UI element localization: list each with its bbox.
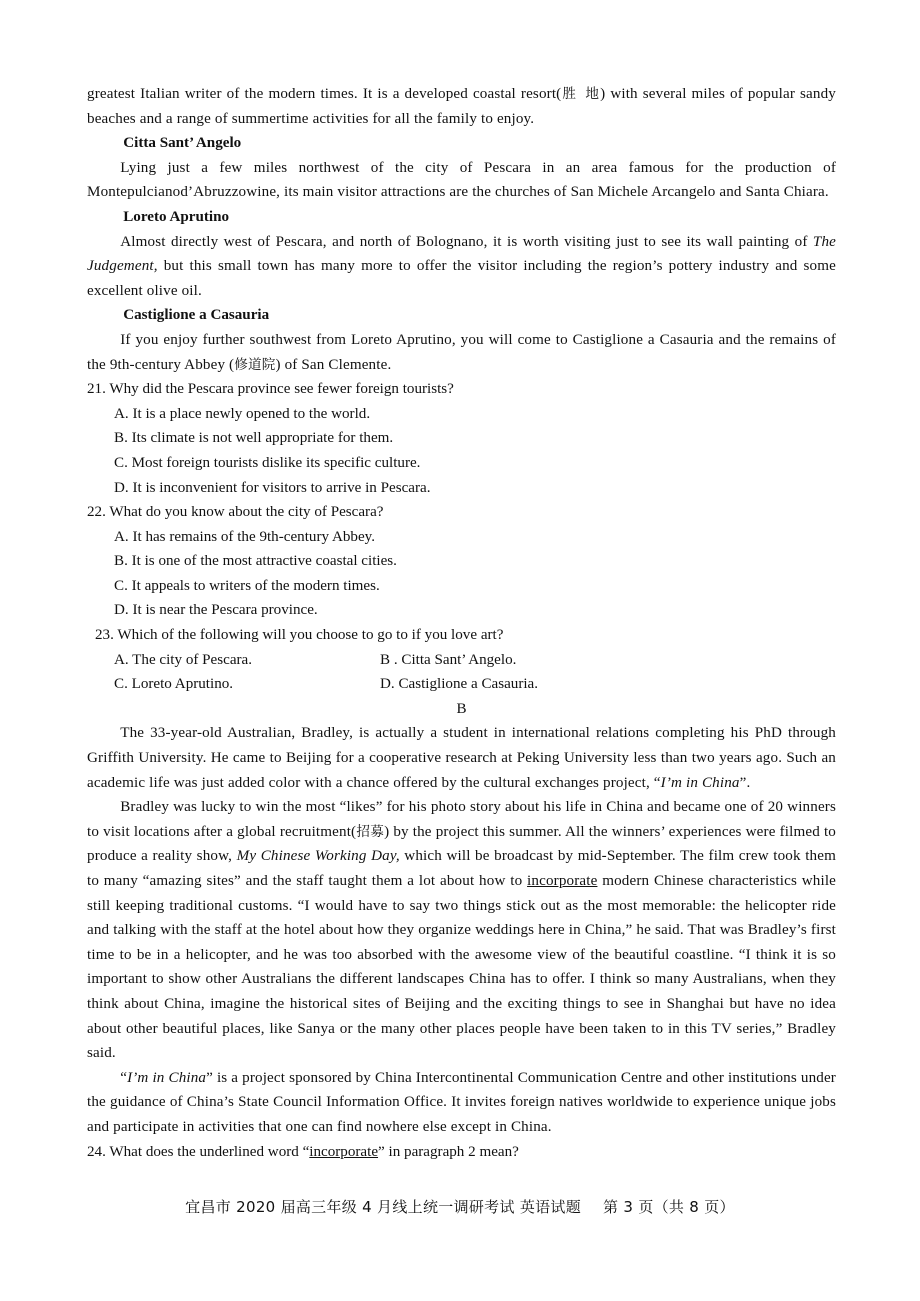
question-22-option-b[interactable]: B. It is one of the most attractive coastal cities. bbox=[114, 553, 397, 570]
question-23-option-a[interactable]: A. The city of Pescara. bbox=[114, 651, 253, 668]
cjk-zhaomu: 招募 bbox=[356, 823, 385, 840]
question-24-stem bbox=[87, 1140, 836, 1165]
passage-a-text-part2: ) with several miles of popular sandy beaches and a range of summertime activities for all the family to enjoy. bbox=[87, 86, 836, 127]
question-24-part2: ” in paragraph 2 mean? bbox=[378, 1143, 519, 1160]
subheading-citta-sant-angelo: Citta Sant’ Angelo bbox=[123, 135, 242, 152]
title-the-judgement: The Judgement, bbox=[87, 233, 836, 275]
project-title-im-in-china-1: I’m in China bbox=[660, 774, 740, 791]
passage-b-p2-part1: Bradley was lucky to win the most “likes” for his photo story about his life in China and became one of 20 winners to visit locations after a global recruitment( bbox=[87, 799, 836, 840]
question-21-option-c[interactable]: C. Most foreign tourists dislike its specific culture. bbox=[114, 454, 421, 471]
question-23-option-c[interactable]: C. Loreto Aprutino. bbox=[114, 676, 234, 693]
paragraph-citta-sant-angelo: Lying just a few miles northwest of the city of Pescara in an area famous for the production of Montepulcianod’Abruzzowine, its main visitor attractions are the churches of San Michele Arcangelo and Santa Chiara. bbox=[87, 159, 836, 201]
passage-b-p2-part4: modern Chinese characteristics while still keeping traditional customs. “I would have to say two things stick out as the most memorable: the helicopter ride and talking with the staff at the hotel about how they organize weddings here in China,” he said. That was Bradley’s first time to be in a helicopter, and he was too absorbed with the awesome view of the beautiful coastline. “I think it is so important to show other Australians the different landscapes China has to offer. I think so many Australians, when they think about China, imagine the historical sites of Beijing and the exciting things to see in Shanghai but have no idea about other beautiful places, like Sanya or the many other places people have been taken to in this TV series,” Bradley said. bbox=[87, 873, 837, 1062]
passage-b-p2-part2: ) by the project this summer. All the winners’ experiences were filmed to produce a reality show, bbox=[87, 823, 836, 865]
loreto-text-part2: but this small town has many more to offer the visitor including the region’s pottery industry and some excellent olive oil. bbox=[87, 258, 836, 299]
passage-b-paragraph-1 bbox=[87, 721, 836, 795]
cjk-xiudaoyuan: 修道院 bbox=[234, 356, 276, 373]
question-22-option-d[interactable]: D. It is near the Pescara province. bbox=[114, 602, 318, 619]
passage-a-continued-paragraph bbox=[87, 82, 836, 131]
question-24-part1: 24. What does the underlined word “ bbox=[87, 1143, 310, 1160]
question-23-option-row-1 bbox=[87, 648, 836, 673]
question-23-option-d[interactable]: D. Castiglione a Casauria. bbox=[380, 676, 539, 693]
question-23-option-b[interactable]: B . Citta Sant’ Angelo. bbox=[380, 651, 517, 668]
cjk-shengdi-1: 胜 bbox=[561, 86, 578, 102]
footer-page-number: 第 3 页（共 8 页） bbox=[603, 1198, 735, 1216]
subheading-castiglione-a-casauria: Castiglione a Casauria bbox=[123, 307, 270, 324]
passage-b-p3-part2: ” is a project sponsored by China Intercontinental Communication Centre and other institutions under the guidance of China’s State Council Information Office. It invites foreign natives worldwide to experience unique jobs and participate in activities that one can find nowhere else except in China. bbox=[87, 1069, 836, 1135]
underlined-word-incorporate-body: incorporate bbox=[527, 873, 598, 889]
castiglione-text-part1: If you enjoy further southwest from Loreto Aprutino, you will come to Castiglione a Casauria and the remains of the 9th-century Abbey ( bbox=[87, 331, 836, 373]
passage-a-text-part1: greatest Italian writer of the modern times. It is a developed coastal resort( bbox=[87, 86, 562, 102]
project-title-im-in-china-2: I’m in China bbox=[127, 1069, 207, 1086]
show-title-my-chinese-working-day: My Chinese Working Day, bbox=[236, 848, 400, 865]
question-22-option-a[interactable]: A. It has remains of the 9th-century Abbey. bbox=[114, 528, 375, 545]
passage-b-paragraph-3 bbox=[87, 1066, 836, 1140]
question-22-stem: 22. What do you know about the city of Pescara? bbox=[87, 504, 384, 521]
question-23-option-row-2 bbox=[87, 672, 836, 697]
paragraph-loreto-aprutino bbox=[87, 230, 836, 304]
castiglione-text-part2: ) of San Clemente. bbox=[275, 356, 392, 373]
loreto-text-part1: Almost directly west of Pescara, and north of Bolognano, it is worth visiting just to see its wall painting of bbox=[120, 233, 813, 250]
question-21-option-d[interactable]: D. It is inconvenient for visitors to arrive in Pescara. bbox=[114, 479, 431, 496]
passage-b-p1-part1: The 33-year-old Australian, Bradley, is actually a student in international relations completing his PhD through Griffith University. He came to Beijing for a cooperative research at Peking University less than two years ago. Such an academic life was just added color with a chance offered by the cultural exchanges project, “ bbox=[87, 725, 836, 791]
section-letter-b: B bbox=[456, 700, 467, 717]
cjk-shengdi-2: 地 bbox=[584, 86, 601, 102]
passage-b-p3-part1: “ bbox=[120, 1069, 128, 1086]
passage-b-p1-part2: ”. bbox=[739, 774, 751, 791]
question-21-option-b[interactable]: B. Its climate is not well appropriate for them. bbox=[114, 430, 394, 447]
footer-exam-title: 宜昌市 2020 届高三年级 4 月线上统一调研考试 英语试题 bbox=[185, 1198, 582, 1216]
passage-b-paragraph-2 bbox=[87, 795, 836, 1066]
question-21-stem: 21. Why did the Pescara province see fewer foreign tourists? bbox=[87, 381, 454, 398]
question-22-option-c[interactable]: C. It appeals to writers of the modern times. bbox=[114, 577, 380, 594]
question-21-option-a[interactable]: A. It is a place newly opened to the world. bbox=[114, 405, 371, 422]
passage-b-p2-part3: which will be broadcast by mid-September. The film crew took them to many “amazing sites” and the staff taught them a lot about how to bbox=[87, 848, 836, 889]
question-23-stem: 23. Which of the following will you choose to go to if you love art? bbox=[95, 627, 504, 644]
page-footer bbox=[0, 1196, 920, 1218]
underlined-word-incorporate-question: incorporate bbox=[309, 1143, 379, 1160]
paragraph-castiglione-a-casauria bbox=[87, 328, 836, 377]
subheading-loreto-aprutino: Loreto Aprutino bbox=[123, 208, 230, 225]
